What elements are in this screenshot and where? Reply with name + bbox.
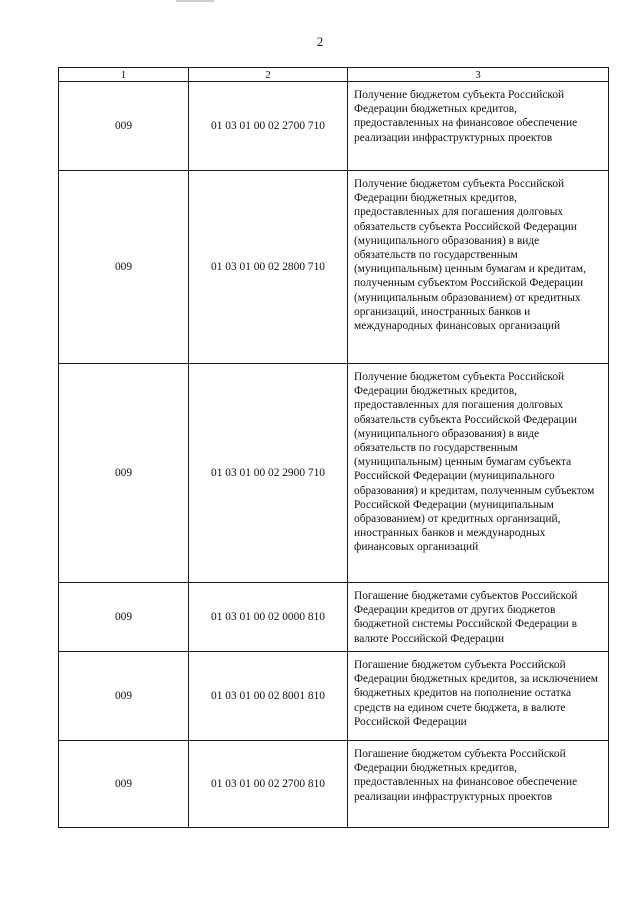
column-header-1: 1: [59, 68, 189, 82]
description-cell: Получение бюджетом субъекта Российской Федерации бюджетных кредитов, предоставленных для погашения долговых обязательств субъекта Российской Федерации (муниципального образования) в виде обязательств по государственным (муниципальным) ценным бумагам субъекта Российской Федерации (муниципального образования) и кредитам, полученным субъектом Российской Федерации (муниципальным образованием) от кредитных организаций, иностранных банков и международных финансовых организаций: [348, 364, 609, 583]
admin-code-cell: 009: [59, 171, 189, 364]
admin-code-cell: 009: [59, 583, 189, 652]
table-header-row: [59, 68, 609, 82]
table-row: [59, 82, 609, 171]
page-number: 2: [316, 34, 324, 49]
description-cell: Получение бюджетом субъекта Российской Федерации бюджетных кредитов, предоставленных на финансовое обеспечение реализации инфраструктурных проектов: [348, 82, 609, 171]
scan-mark: [176, 0, 214, 2]
admin-code-cell: 009: [59, 364, 189, 583]
admin-code-cell: 009: [59, 82, 189, 171]
budget-code-cell: 01 03 01 00 02 2800 710: [189, 171, 348, 364]
column-header-3: 3: [348, 68, 609, 82]
description-cell: Погашение бюджетом субъекта Российской Федерации бюджетных кредитов, за исключением бюджетных кредитов на пополнение остатка средств на едином счете бюджета, в валюте Российской Федерации: [348, 652, 609, 741]
table-row: [59, 583, 609, 652]
budget-code-cell: 01 03 01 00 02 2700 810: [189, 741, 348, 828]
admin-code-cell: 009: [59, 741, 189, 828]
table-row: [59, 364, 609, 583]
description-cell: Получение бюджетом субъекта Российской Федерации бюджетных кредитов, предоставленных для погашения долговых обязательств субъекта Российской Федерации (муниципального образования) в виде обязательств по государственным (муниципальным) ценным бумагам и кредитам, полученным субъектом Российской Федерации (муниципальным образованием) от кредитных организаций, иностранных банков и международных финансовых организаций: [348, 171, 609, 364]
budget-code-cell: 01 03 01 00 02 2700 710: [189, 82, 348, 171]
table-row: [59, 652, 609, 741]
admin-code-cell: 009: [59, 652, 189, 741]
budget-code-table: [58, 67, 609, 828]
table-row: [59, 171, 609, 364]
budget-code-cell: 01 03 01 00 02 2900 710: [189, 364, 348, 583]
budget-code-cell: 01 03 01 00 02 0000 810: [189, 583, 348, 652]
table-row: [59, 741, 609, 828]
column-header-2: 2: [189, 68, 348, 82]
budget-code-cell: 01 03 01 00 02 8001 810: [189, 652, 348, 741]
description-cell: Погашение бюджетом субъекта Российской Федерации бюджетных кредитов, предоставленных на финансовое обеспечение реализации инфраструктурных проектов: [348, 741, 609, 828]
description-cell: Погашение бюджетами субъектов Российской Федерации кредитов от других бюджетов бюджетной системы Российской Федерации в валюте Российской Федерации: [348, 583, 609, 652]
